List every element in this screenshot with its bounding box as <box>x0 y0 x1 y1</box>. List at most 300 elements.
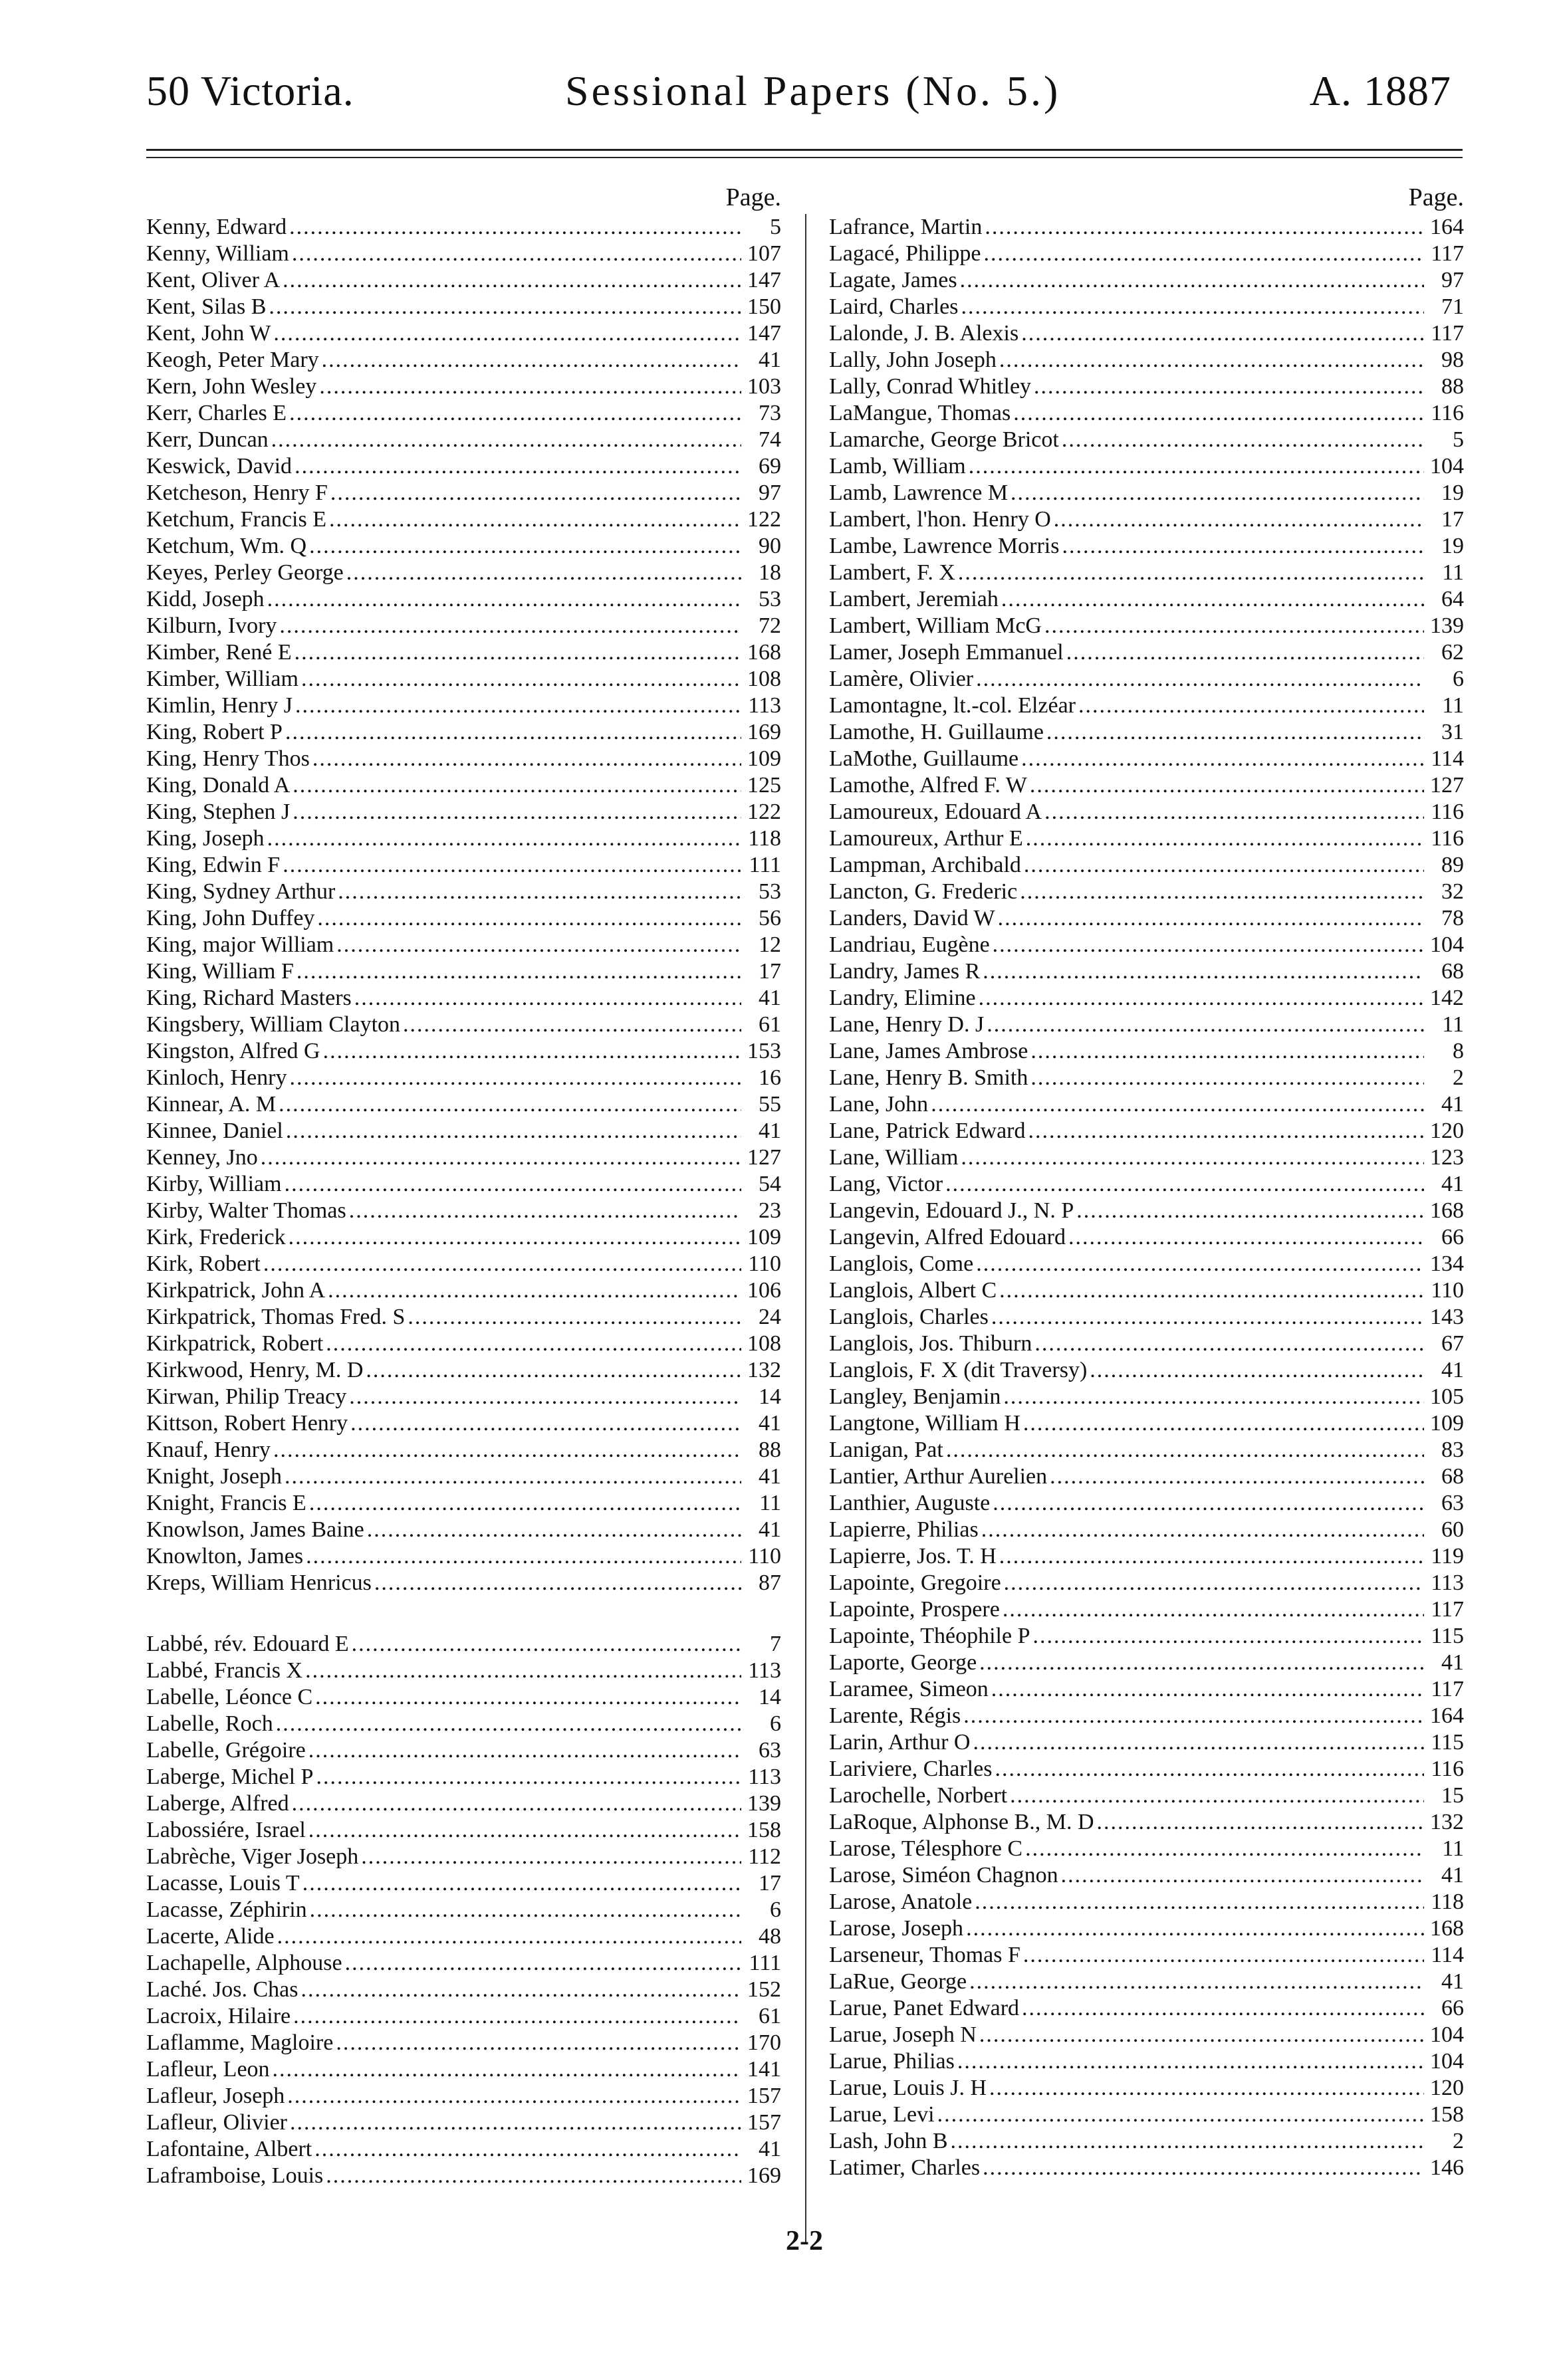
index-entry <box>829 294 1464 320</box>
entry-page-number: 63 <box>1441 1491 1464 1515</box>
index-entry <box>146 932 781 958</box>
entry-page-number: 16 <box>759 1065 781 1090</box>
dot-leader <box>993 1490 1424 1517</box>
entry-page-number: 2 <box>1453 1065 1464 1090</box>
index-entry <box>146 1658 781 1684</box>
index-entry <box>829 214 1464 241</box>
index-entry <box>146 1357 781 1384</box>
dot-leader <box>346 560 741 586</box>
dot-leader <box>289 1224 741 1251</box>
dot-leader <box>999 1277 1424 1304</box>
dot-leader <box>1078 693 1424 719</box>
entry-name: Kenny, William <box>146 241 289 266</box>
index-entry <box>146 613 781 639</box>
dot-leader <box>286 1118 741 1144</box>
entry-name: Lamothe, Alfred F. W <box>829 773 1027 798</box>
entry-name: Lagacé, Philippe <box>829 241 981 266</box>
entry-page-number: 97 <box>759 481 781 505</box>
dot-leader <box>1046 719 1424 746</box>
dot-leader <box>295 693 741 719</box>
dot-leader <box>1030 772 1424 799</box>
entry-name: Ketcheson, Henry F <box>146 481 328 505</box>
entry-page-number: 41 <box>759 1517 781 1542</box>
entry-page-number: 134 <box>1430 1251 1464 1276</box>
entry-page-number: 116 <box>1431 1757 1464 1781</box>
entry-page-number: 6 <box>770 1711 781 1736</box>
entry-page-number: 142 <box>1430 986 1464 1010</box>
entry-name: Lagate, James <box>829 268 957 292</box>
entry-name: Lacasse, Louis T <box>146 1871 300 1895</box>
index-entry <box>146 1977 781 2003</box>
entry-page-number: 73 <box>759 401 781 425</box>
entry-name: Kent, Oliver A <box>146 268 281 292</box>
entry-name: Larue, Levi <box>829 2102 935 2127</box>
entry-page-number: 15 <box>1441 1783 1464 1808</box>
entry-page-number: 54 <box>759 1172 781 1196</box>
dot-leader <box>983 2155 1424 2181</box>
index-entry <box>829 1490 1464 1517</box>
dot-leader <box>973 1729 1424 1756</box>
entry-page-number: 11 <box>1442 1012 1464 1037</box>
entry-page-number: 109 <box>1430 1411 1464 1436</box>
entry-page-number: 89 <box>1441 853 1464 877</box>
entry-page-number: 168 <box>1430 1198 1464 1223</box>
dot-leader <box>991 1676 1424 1703</box>
entry-name: Keogh, Peter Mary <box>146 348 319 372</box>
dot-leader <box>1044 799 1424 825</box>
dot-leader <box>1022 1995 1424 2022</box>
dot-leader <box>354 985 741 1012</box>
entry-page-number: 12 <box>759 932 781 957</box>
index-entry <box>829 1357 1464 1384</box>
entry-name: Lafleur, Olivier <box>146 2110 287 2135</box>
index-entry <box>829 1809 1464 1836</box>
index-entry <box>829 374 1464 400</box>
dot-leader <box>261 1144 741 1171</box>
dot-leader <box>408 1304 741 1331</box>
index-entry <box>146 1684 781 1711</box>
entry-name: King, Joseph <box>146 826 265 851</box>
dot-leader <box>963 1703 1424 1729</box>
dot-leader <box>306 1543 741 1570</box>
entry-name: Langley, Benjamin <box>829 1384 1001 1409</box>
index-entry <box>829 1277 1464 1304</box>
entry-page-number: 17 <box>759 959 781 984</box>
entry-name: Langevin, Edouard J., N. P <box>829 1198 1074 1223</box>
entry-name: Langlois, Charles <box>829 1305 989 1329</box>
index-entry <box>146 1844 781 1870</box>
entry-page-number: 108 <box>747 667 781 691</box>
entry-name: Lancton, G. Frederic <box>829 879 1018 904</box>
entry-page-number: 6 <box>770 1897 781 1922</box>
dot-leader <box>285 1463 741 1490</box>
index-entry <box>829 613 1464 639</box>
entry-name: King, Sydney Arthur <box>146 879 336 904</box>
entry-name: Lamère, Olivier <box>829 667 974 691</box>
dot-leader <box>931 1091 1424 1118</box>
dot-leader <box>1011 480 1424 506</box>
entry-name: Keyes, Perley George <box>146 560 344 585</box>
dot-leader <box>297 958 741 985</box>
dot-leader <box>979 2022 1424 2048</box>
index-entry <box>146 1410 781 1437</box>
entry-page-number: 117 <box>1431 1677 1464 1701</box>
index-entry <box>146 320 781 347</box>
dot-leader <box>1028 1118 1425 1144</box>
header-year: A. 1887 <box>1309 67 1451 114</box>
entry-name: Lang, Victor <box>829 1172 943 1196</box>
entry-name: Kirwan, Philip Treacy <box>146 1384 347 1409</box>
entry-name: Lapointe, Gregoire <box>829 1570 1001 1595</box>
entry-name: Kent, John W <box>146 321 271 346</box>
dot-leader <box>1013 400 1424 427</box>
dot-leader <box>1050 1463 1424 1490</box>
entry-name: LaRue, George <box>829 1969 967 1994</box>
entry-name: Lane, James Ambrose <box>829 1039 1028 1063</box>
index-entry <box>146 374 781 400</box>
entry-page-number: 114 <box>1431 1943 1464 1967</box>
entry-page-number: 152 <box>747 1977 781 2002</box>
index-entry <box>829 1144 1464 1171</box>
entry-page-number: 168 <box>1430 1916 1464 1941</box>
entry-name: Lacroix, Hilaire <box>146 2004 291 2028</box>
dot-leader <box>305 1658 741 1684</box>
dot-leader <box>349 1384 741 1410</box>
entry-name: Lane, Henry D. J <box>829 1012 985 1037</box>
dot-leader <box>276 1711 741 1737</box>
entry-page-number: 8 <box>1453 1039 1464 1063</box>
index-entry <box>146 1817 781 1844</box>
index-entry <box>146 1171 781 1198</box>
entry-name: Lanthier, Auguste <box>829 1491 991 1515</box>
index-entry <box>146 1144 781 1171</box>
entry-name: Larue, Joseph N <box>829 2022 977 2047</box>
entry-page-number: 116 <box>1431 800 1464 824</box>
index-entry <box>829 1570 1464 1596</box>
entry-page-number: 14 <box>759 1384 781 1409</box>
entry-name: Lambert, F. X <box>829 560 955 585</box>
entry-name: Kirk, Robert <box>146 1251 261 1276</box>
entry-page-number: 88 <box>1441 374 1464 399</box>
entry-name: Lamb, Lawrence M <box>829 481 1009 505</box>
index-entry <box>829 533 1464 560</box>
index-entry <box>146 480 781 506</box>
index-entry <box>146 2003 781 2030</box>
entry-page-number: 19 <box>1441 481 1464 505</box>
index-entry <box>829 666 1464 693</box>
entry-page-number: 112 <box>748 1844 781 1869</box>
dot-leader <box>951 2128 1425 2155</box>
index-entry <box>146 1012 781 1038</box>
dot-leader <box>269 294 741 320</box>
index-entry <box>146 746 781 772</box>
index-entry <box>829 1729 1464 1756</box>
entry-name: Laframboise, Louis <box>146 2163 324 2188</box>
entry-name: Larose, Anatole <box>829 1890 973 1914</box>
index-entry <box>146 2030 781 2056</box>
index-entry <box>829 241 1464 267</box>
dot-leader <box>958 560 1424 586</box>
entry-name: Kingston, Alfred G <box>146 1039 320 1063</box>
index-entry <box>146 560 781 586</box>
entry-page-number: 127 <box>1430 773 1464 798</box>
dot-leader <box>330 480 741 506</box>
entry-page-number: 53 <box>759 587 781 611</box>
entry-page-number: 11 <box>759 1491 781 1515</box>
entry-page-number: 41 <box>1441 1092 1464 1117</box>
dot-leader <box>283 852 741 879</box>
dot-leader <box>374 1570 741 1596</box>
entry-name: Langlois, Albert C <box>829 1278 997 1303</box>
entry-name: Kingsbery, William Clayton <box>146 1012 401 1037</box>
index-entry <box>829 2048 1464 2075</box>
index-entry <box>146 1463 781 1490</box>
entry-name: Labbé, rév. Edouard E <box>146 1632 349 1656</box>
entry-page-number: 113 <box>748 693 781 718</box>
index-entry <box>146 586 781 613</box>
index-entry <box>829 1517 1464 1543</box>
page-column-label: Page. <box>725 183 781 211</box>
header-rule-top <box>146 149 1463 151</box>
entry-name: Larose, Siméon Chagnon <box>829 1863 1058 1888</box>
dot-leader <box>995 1756 1424 1783</box>
entry-name: Landriau, Eugène <box>829 932 990 957</box>
dot-leader <box>301 1977 741 2003</box>
entry-page-number: 113 <box>748 1765 781 1789</box>
dot-leader <box>987 1012 1424 1038</box>
entry-name: Lapointe, Théophile P <box>829 1624 1030 1648</box>
entry-page-number: 117 <box>1431 241 1464 266</box>
entry-page-number: 123 <box>1430 1145 1464 1170</box>
dot-leader <box>336 2030 741 2056</box>
entry-name: Labossiére, Israel <box>146 1818 306 1842</box>
entry-page-number: 69 <box>759 454 781 479</box>
dot-leader <box>1001 586 1424 613</box>
entry-page-number: 55 <box>759 1092 781 1117</box>
dot-leader <box>937 2102 1424 2128</box>
entry-page-number: 157 <box>747 2110 781 2135</box>
index-entry <box>829 1889 1464 1915</box>
entry-name: Kirkpatrick, John A <box>146 1278 326 1303</box>
entry-page-number: 158 <box>1430 2102 1464 2127</box>
entry-name: Langevin, Alfred Edouard <box>829 1225 1066 1249</box>
index-entry <box>146 958 781 985</box>
dot-leader <box>985 214 1424 241</box>
index-entry <box>829 1065 1464 1091</box>
entry-name: Lapointe, Prospere <box>829 1597 1000 1622</box>
entry-page-number: 74 <box>759 427 781 452</box>
dot-leader <box>1062 533 1424 560</box>
dot-leader <box>999 347 1424 374</box>
index-entry <box>829 1995 1464 2022</box>
index-entry <box>146 1570 781 1596</box>
entry-name: Langlois, F. X (dit Traversy) <box>829 1358 1088 1382</box>
index-entry <box>829 985 1464 1012</box>
entry-page-number: 61 <box>759 1012 781 1037</box>
index-entry <box>829 905 1464 932</box>
entry-page-number: 105 <box>1430 1384 1464 1409</box>
entry-page-number: 119 <box>1431 1544 1464 1569</box>
index-entry <box>829 1198 1464 1224</box>
dot-leader <box>1062 427 1424 453</box>
entry-name: Lambe, Lawrence Morris <box>829 534 1060 558</box>
entry-page-number: 120 <box>1430 2076 1464 2100</box>
index-entry <box>829 1783 1464 1809</box>
dot-leader <box>998 905 1424 932</box>
entry-page-number: 110 <box>748 1544 781 1569</box>
index-entry <box>829 2155 1464 2181</box>
entry-page-number: 168 <box>747 640 781 665</box>
index-entry <box>829 1942 1464 1969</box>
entry-name: Lafrance, Martin <box>829 215 983 239</box>
index-entry <box>146 2056 781 2083</box>
dot-leader <box>323 1038 741 1065</box>
entry-page-number: 107 <box>747 241 781 266</box>
entry-name: Knight, Joseph <box>146 1464 282 1489</box>
entry-name: King, Edwin F <box>146 853 281 877</box>
entry-page-number: 170 <box>747 2030 781 2055</box>
entry-page-number: 115 <box>1431 1624 1464 1648</box>
index-entry <box>146 2083 781 2110</box>
index-entry <box>146 719 781 746</box>
dot-leader <box>983 958 1424 985</box>
entry-name: Labelle, Roch <box>146 1711 273 1736</box>
index-entry <box>829 746 1464 772</box>
entry-page-number: 14 <box>759 1685 781 1709</box>
entry-name: Kinnee, Daniel <box>146 1119 283 1143</box>
index-entry <box>146 639 781 666</box>
entry-name: Kirby, Walter Thomas <box>146 1198 346 1223</box>
dot-leader <box>349 1198 741 1224</box>
index-entry <box>829 1331 1464 1357</box>
entry-page-number: 104 <box>1430 454 1464 479</box>
index-entry <box>146 852 781 879</box>
dot-leader <box>329 506 741 533</box>
entry-name: Kirkwood, Henry, M. D <box>146 1358 364 1382</box>
index-entry <box>146 1198 781 1224</box>
index-entry <box>146 1897 781 1923</box>
entry-name: Kidd, Joseph <box>146 587 265 611</box>
entry-name: Kerr, Duncan <box>146 427 269 452</box>
dot-leader <box>983 241 1424 267</box>
entry-name: Larin, Arthur O <box>829 1730 971 1755</box>
entry-page-number: 17 <box>1441 507 1464 532</box>
entry-name: Lally, John Joseph <box>829 348 997 372</box>
entry-page-number: 120 <box>1430 1119 1464 1143</box>
entry-name: King, major William <box>146 932 334 957</box>
entry-page-number: 146 <box>1430 2155 1464 2180</box>
index-entry <box>829 825 1464 852</box>
entry-name: Lamer, Joseph Emmanuel <box>829 640 1064 665</box>
entry-name: Kreps, William Henricus <box>146 1570 372 1595</box>
entry-page-number: 17 <box>759 1871 781 1895</box>
entry-name: Laché. Jos. Chas <box>146 1977 298 2002</box>
entry-name: King, Henry Thos <box>146 746 310 771</box>
entry-name: Kirkpatrick, Thomas Fred. S <box>146 1305 406 1329</box>
index-entry <box>829 1410 1464 1437</box>
entry-page-number: 110 <box>1431 1278 1464 1303</box>
dot-leader <box>322 347 741 374</box>
entry-page-number: 169 <box>747 720 781 744</box>
index-entry <box>829 1676 1464 1703</box>
index-entry <box>829 480 1464 506</box>
entry-name: Lamontagne, lt.-col. Elzéar <box>829 693 1076 718</box>
entry-name: LaMothe, Guillaume <box>829 746 1019 771</box>
entry-page-number: 83 <box>1441 1438 1464 1462</box>
entry-name: Lane, Henry B. Smith <box>829 1065 1028 1090</box>
dot-leader <box>289 400 741 427</box>
dot-leader <box>263 1251 741 1277</box>
entry-page-number: 68 <box>1441 1464 1464 1489</box>
entry-name: Lash, John B <box>829 2129 948 2153</box>
entry-name: Landers, David W <box>829 906 995 930</box>
entry-name: King, Richard Masters <box>146 986 352 1010</box>
dot-leader <box>279 1091 741 1118</box>
entry-name: Latimer, Charles <box>829 2155 981 2180</box>
entry-name: Knauf, Henry <box>146 1438 271 1462</box>
index-entry <box>146 400 781 427</box>
index-entry <box>829 1703 1464 1729</box>
index-entry <box>146 985 781 1012</box>
dot-leader <box>1030 1038 1424 1065</box>
entry-name: Larose, Télesphore C <box>829 1836 1023 1861</box>
entry-page-number: 88 <box>759 1438 781 1462</box>
column-divider <box>805 214 806 2242</box>
index-entry <box>829 506 1464 533</box>
index-entry <box>146 1331 781 1357</box>
dot-leader <box>326 1331 741 1357</box>
dot-leader <box>295 453 741 480</box>
index-entry <box>829 852 1464 879</box>
dot-leader <box>1020 879 1424 905</box>
signature-mark: 2-2 <box>786 2226 823 2256</box>
index-entry <box>829 347 1464 374</box>
entry-name: Laberge, Michel P <box>146 1765 314 1789</box>
index-entry <box>829 453 1464 480</box>
entry-page-number: 62 <box>1441 640 1464 665</box>
index-entry <box>829 427 1464 453</box>
index-entry <box>146 1870 781 1897</box>
entry-page-number: 2 <box>1453 2129 1464 2153</box>
index-entry <box>146 1790 781 1817</box>
dot-leader <box>1003 1596 1424 1623</box>
entry-page-number: 98 <box>1441 348 1464 372</box>
index-entry <box>146 1304 781 1331</box>
index-entry <box>146 1038 781 1065</box>
dot-leader <box>993 932 1424 958</box>
index-entry <box>146 666 781 693</box>
dot-leader <box>345 1950 741 1977</box>
entry-name: Langlois, Come <box>829 1251 974 1276</box>
index-entry <box>829 1915 1464 1942</box>
index-entry <box>829 320 1464 347</box>
index-entry <box>829 1650 1464 1676</box>
dot-leader <box>295 639 741 666</box>
entry-page-number: 109 <box>747 1225 781 1249</box>
entry-name: Larseneur, Thomas F <box>829 1943 1020 1967</box>
entry-page-number: 67 <box>1441 1331 1464 1356</box>
entry-page-number: 118 <box>748 826 781 851</box>
entry-page-number: 113 <box>748 1658 781 1683</box>
entry-name: Lally, Conrad Whitley <box>829 374 1032 399</box>
entry-name: Laird, Charles <box>829 294 959 319</box>
index-entry <box>829 1543 1464 1570</box>
entry-page-number: 11 <box>1442 1836 1464 1861</box>
index-entry <box>146 799 781 825</box>
index-entry <box>146 241 781 267</box>
entry-page-number: 169 <box>747 2163 781 2188</box>
page-header <box>0 61 1551 121</box>
